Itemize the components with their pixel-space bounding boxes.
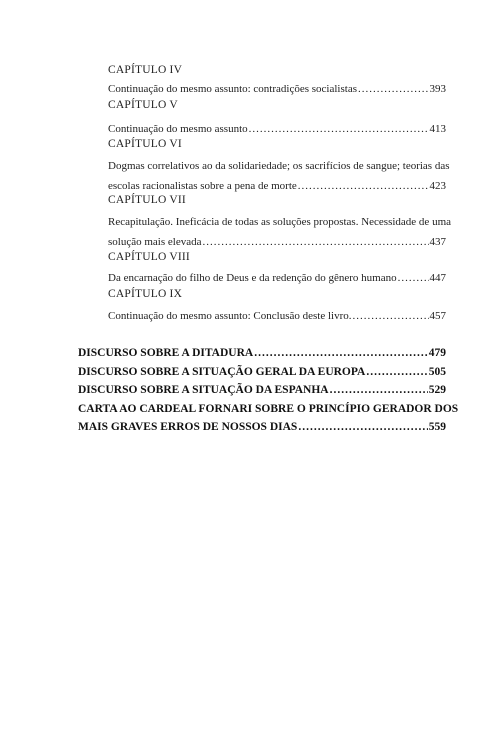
dot-leader bbox=[330, 381, 428, 400]
toc-line bbox=[108, 176, 446, 196]
section-entry[interactable] bbox=[78, 418, 446, 437]
section-entry[interactable] bbox=[78, 344, 446, 363]
section-title: DISCURSO SOBRE A SITUAÇÃO DA ESPANHA bbox=[78, 384, 329, 396]
chapter-heading: CAPÍTULO V bbox=[108, 99, 178, 111]
page-number: 413 bbox=[429, 123, 446, 135]
toc-line bbox=[108, 232, 446, 252]
section-entry[interactable] bbox=[78, 381, 446, 400]
toc-entry[interactable] bbox=[108, 306, 446, 326]
dot-leader bbox=[358, 79, 429, 99]
chapter-heading: CAPÍTULO IX bbox=[108, 288, 183, 300]
dot-leader bbox=[366, 363, 427, 382]
chapter-heading: CAPÍTULO VI bbox=[108, 138, 182, 150]
entry-title: Continuação do mesmo assunto bbox=[108, 123, 248, 135]
dot-leader bbox=[398, 268, 429, 288]
entry-title: Da encarnação do filho de Deus e da redenção do gênero humano bbox=[108, 272, 397, 284]
dot-leader bbox=[353, 306, 429, 326]
toc-entry[interactable] bbox=[108, 156, 450, 196]
dot-leader bbox=[249, 119, 429, 139]
page-number: 457 bbox=[429, 310, 446, 322]
toc-entry[interactable] bbox=[108, 119, 446, 139]
page-number: 393 bbox=[429, 83, 446, 95]
page-number: 529 bbox=[428, 384, 446, 396]
entry-title: Continuação do mesmo assunto: contradições socialistas bbox=[108, 83, 357, 95]
toc-entry[interactable] bbox=[108, 79, 446, 99]
section-list bbox=[78, 344, 459, 437]
entry-title-first-line: Dogmas correlativos ao da solidariedade; os sacrifícios de sangue; teorias das bbox=[108, 160, 450, 172]
entry-title: Continuação do mesmo assunto: Conclusão deste livro. bbox=[108, 310, 352, 322]
section-title: DISCURSO SOBRE A DITADURA bbox=[78, 347, 254, 359]
chapter-heading: CAPÍTULO VII bbox=[108, 194, 186, 206]
toc-line bbox=[108, 306, 446, 326]
toc-line bbox=[108, 268, 446, 288]
dot-leader bbox=[254, 344, 428, 363]
page-number: 559 bbox=[428, 421, 446, 433]
toc-entry[interactable] bbox=[108, 268, 446, 288]
section-title: DISCURSO SOBRE A SITUAÇÃO GERAL DA EUROPA bbox=[78, 365, 366, 378]
toc-line bbox=[108, 79, 446, 99]
toc-line bbox=[108, 119, 446, 139]
page-number: 423 bbox=[429, 180, 446, 192]
page-number: 447 bbox=[429, 272, 446, 284]
entry-title-first-line: Recapitulação. Ineficácia de todas as soluções propostas. Necessidade de uma bbox=[108, 216, 452, 228]
chapter-heading: CAPÍTULO VIII bbox=[108, 251, 190, 263]
dot-leader bbox=[298, 176, 429, 196]
section-entry[interactable] bbox=[78, 363, 446, 382]
page-number: 479 bbox=[428, 347, 446, 359]
section-title: MAIS GRAVES ERROS DE NOSSOS DIAS bbox=[78, 421, 298, 433]
dot-leader bbox=[202, 232, 428, 252]
chapter-heading: CAPÍTULO IV bbox=[108, 64, 183, 76]
page-number: 505 bbox=[428, 365, 446, 378]
page-number: 437 bbox=[429, 236, 446, 248]
dot-leader bbox=[298, 418, 427, 437]
toc-entry[interactable] bbox=[108, 212, 452, 252]
entry-title: escolas racionalistas sobre a pena de morte bbox=[108, 180, 297, 192]
entry-title: solução mais elevada bbox=[108, 236, 202, 248]
section-title-first-line: CARTA AO CARDEAL FORNARI SOBRE O PRINCÍPIO GERADOR DOS bbox=[78, 402, 459, 415]
